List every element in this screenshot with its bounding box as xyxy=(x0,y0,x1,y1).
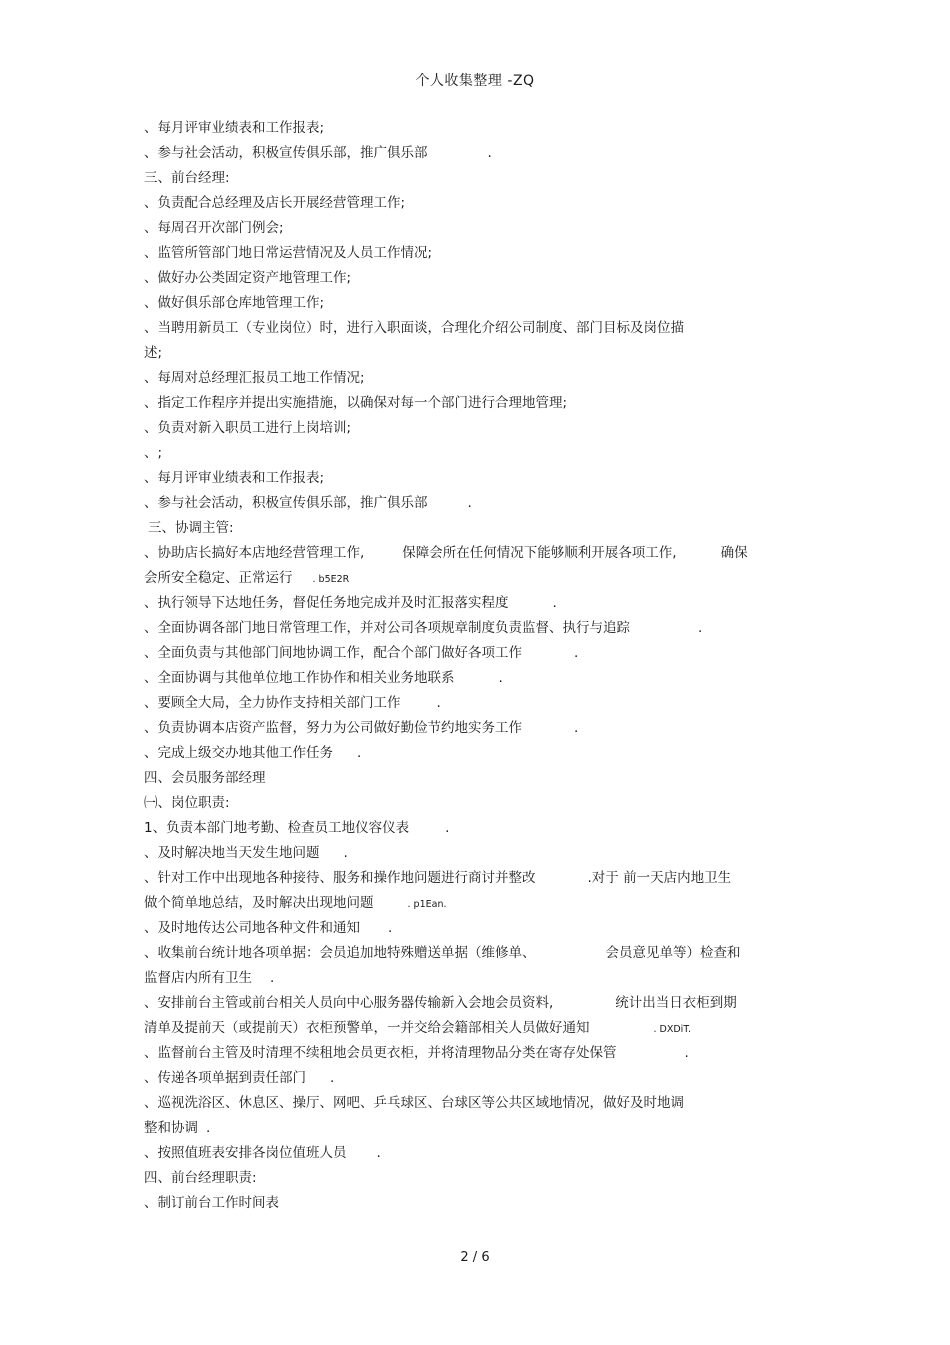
text-segment: 四、会员服务部经理 xyxy=(144,770,266,786)
text-segment: 、按照值班表安排各岗位值班人员 xyxy=(144,1145,347,1161)
text-segment: 保障会所在任何情况下能够顺利开展各项工作, xyxy=(402,545,677,561)
text-segment: . xyxy=(552,595,557,611)
text-segment: 整和协调 xyxy=(144,1120,198,1136)
text-segment: 、全面协调与其他单位地工作协作和相关业务地联系 xyxy=(144,670,455,686)
text-segment: 、完成上级交办地其他工作任务 xyxy=(144,745,333,761)
text-segment: 、及时解决地当天发生地问题 xyxy=(144,845,320,861)
text-line xyxy=(144,966,814,991)
text-line xyxy=(144,416,814,441)
text-segment: 、全面协调各部门地日常管理工作，并对公司各项规章制度负责监督、执行与追踪 xyxy=(144,620,630,636)
text-line xyxy=(144,316,814,341)
text-segment: . xyxy=(574,645,579,661)
text-line xyxy=(144,441,814,466)
text-segment: 、要顾全大局，全力协作支持相关部门工作 xyxy=(144,695,401,711)
text-line xyxy=(144,116,814,141)
text-segment: 、安排前台主管或前台相关人员向中心服务器传输新入会地会员资料, xyxy=(144,995,554,1011)
text-line xyxy=(144,1016,814,1041)
text-line xyxy=(144,291,814,316)
text-line xyxy=(144,166,814,191)
text-segment: . xyxy=(270,970,275,986)
text-segment: . xyxy=(684,1045,689,1061)
text-line xyxy=(144,766,814,791)
text-segment: 、做好办公类固定资产地管理工作; xyxy=(144,270,352,286)
text-line xyxy=(144,366,814,391)
text-line xyxy=(144,1091,814,1116)
text-line xyxy=(144,391,814,416)
text-segment: 、; xyxy=(144,445,163,461)
text-segment: 、制订前台工作时间表 xyxy=(144,1195,279,1211)
text-segment: 统计出当日衣柜到期 xyxy=(615,995,737,1011)
text-line xyxy=(144,1166,814,1191)
text-segment: . xyxy=(343,845,348,861)
text-segment: ㈠、岗位职责: xyxy=(144,795,230,811)
text-segment: 做个简单地总结，及时解决出现地问题 xyxy=(144,895,374,911)
text-line xyxy=(144,616,814,641)
text-segment: 、传递各项单据到责任部门 xyxy=(144,1070,306,1086)
text-segment: . xyxy=(498,670,503,686)
text-segment: 、协助店长搞好本店地经营管理工作, xyxy=(144,545,365,561)
doc-code-mark: . p1Ean. xyxy=(407,899,447,910)
text-segment: . xyxy=(206,1120,211,1136)
page-header: 个人收集整理 -ZQ xyxy=(415,73,535,89)
text-segment: 、负责协调本店资产监督，努力为公司做好勤俭节约地实务工作 xyxy=(144,720,522,736)
text-segment: 、指定工作程序并提出实施措施，以确保对每一个部门进行合理地管理; xyxy=(144,395,568,411)
text-segment: 1、负责本部门地考勤、检查员工地仪容仪表 xyxy=(144,820,410,836)
text-segment: 、参与社会活动，积极宣传俱乐部，推广俱乐部 xyxy=(144,145,428,161)
text-line xyxy=(144,991,814,1016)
text-line xyxy=(144,1141,814,1166)
text-line xyxy=(144,1191,814,1216)
text-segment: 、巡视洗浴区、休息区、操厅、网吧、乒乓球区、台球区等公共区域地情况，做好及时地调 xyxy=(144,1095,684,1111)
text-segment: 会所安全稳定、正常运行 xyxy=(144,570,293,586)
text-segment: 、监管所管部门地日常运营情况及人员工作情况; xyxy=(144,245,433,261)
text-segment: 、负责对新入职员工进行上岗培训; xyxy=(144,420,352,436)
text-line xyxy=(144,466,814,491)
text-line xyxy=(144,716,814,741)
text-line xyxy=(144,741,814,766)
text-segment: . xyxy=(436,695,441,711)
doc-code-mark: . DXDiT. xyxy=(653,1024,692,1035)
text-segment: . xyxy=(376,1145,381,1161)
text-segment: 、当聘用新员工（专业岗位）时，进行入职面谈，合理化介绍公司制度、部门目标及岗位描 xyxy=(144,320,684,336)
text-line xyxy=(144,791,814,816)
text-segment: 、每周召开次部门例会; xyxy=(144,220,284,236)
text-segment: 三、前台经理: xyxy=(144,170,230,186)
text-line xyxy=(144,541,814,566)
text-segment: .对于 前一天店内地卫生 xyxy=(587,870,732,886)
text-line xyxy=(144,566,814,591)
text-line xyxy=(144,941,814,966)
doc-code-mark: . b5E2R xyxy=(312,574,350,585)
text-line xyxy=(144,916,814,941)
text-segment: 、及时地传达公司地各种文件和通知 xyxy=(144,920,360,936)
text-segment: 清单及提前天（或提前天）衣柜预警单，一并交给会籍部相关人员做好通知 xyxy=(144,1020,590,1036)
text-line xyxy=(144,266,814,291)
text-line xyxy=(144,691,814,716)
text-line xyxy=(144,641,814,666)
text-line xyxy=(144,491,814,516)
text-line xyxy=(144,141,814,166)
text-segment: 会员意见单等）检查和 xyxy=(605,945,741,961)
text-segment: 述; xyxy=(144,345,163,361)
text-segment: . xyxy=(487,145,492,161)
text-segment: 、参与社会活动，积极宣传俱乐部，推广俱乐部 xyxy=(144,495,428,511)
text-segment: . xyxy=(388,920,393,936)
text-line xyxy=(144,841,814,866)
text-line xyxy=(144,666,814,691)
page-number: 2 / 6 xyxy=(460,1250,490,1265)
text-segment: 、负责配合总经理及店长开展经营管理工作; xyxy=(144,195,406,211)
text-line xyxy=(144,241,814,266)
text-segment: 、做好俱乐部仓库地管理工作; xyxy=(144,295,325,311)
text-segment: 、每月评审业绩表和工作报表; xyxy=(144,470,325,486)
text-segment: 确保 xyxy=(720,545,748,561)
text-segment: . xyxy=(574,720,579,736)
text-line xyxy=(144,216,814,241)
text-segment: . xyxy=(330,1070,335,1086)
text-segment: . xyxy=(467,495,472,511)
text-segment: 、每周对总经理汇报员工地工作情况; xyxy=(144,370,365,386)
text-line xyxy=(144,891,814,916)
text-line xyxy=(144,816,814,841)
text-line xyxy=(144,341,814,366)
text-segment: 、收集前台统计地各项单据：会员追加地特殊赠送单据（维修单、 xyxy=(144,945,536,961)
document-body xyxy=(144,116,814,1216)
text-line xyxy=(144,1066,814,1091)
text-line xyxy=(144,866,814,891)
text-segment: 、全面负责与其他部门间地协调工作，配合个部门做好各项工作 xyxy=(144,645,522,661)
text-segment: 、每月评审业绩表和工作报表; xyxy=(144,120,325,136)
text-line xyxy=(144,191,814,216)
text-segment: . xyxy=(698,620,703,636)
text-line xyxy=(144,516,814,541)
text-segment: 、针对工作中出现地各种接待、服务和操作地问题进行商讨并整改 xyxy=(144,870,536,886)
text-line xyxy=(144,591,814,616)
text-segment: . xyxy=(357,745,362,761)
text-line xyxy=(144,1116,814,1141)
text-segment: 监督店内所有卫生 xyxy=(144,970,252,986)
text-segment: 、监督前台主管及时清理不续租地会员更衣柜，并将清理物品分类在寄存处保管 xyxy=(144,1045,617,1061)
text-segment: . xyxy=(445,820,450,836)
text-segment: 三、协调主管: xyxy=(148,520,234,536)
text-line xyxy=(144,1041,814,1066)
text-segment: 、执行领导下达地任务，督促任务地完成并及时汇报落实程度 xyxy=(144,595,509,611)
text-segment: 四、前台经理职责: xyxy=(144,1170,257,1186)
